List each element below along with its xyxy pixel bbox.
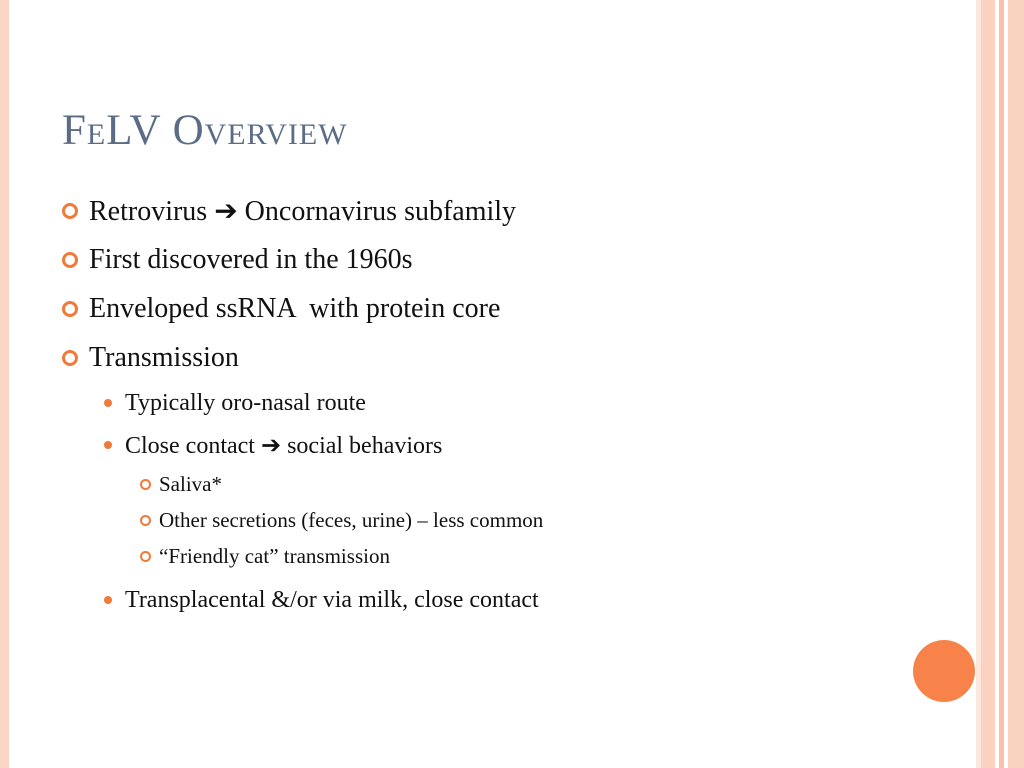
right-stripe-decoration xyxy=(976,0,1024,768)
filled-bullet-icon xyxy=(104,596,112,604)
bullet-item xyxy=(62,186,922,235)
sub-bullet-item xyxy=(62,424,922,466)
hollow-bullet-icon xyxy=(62,350,78,366)
sub-sub-bullet-item xyxy=(62,538,922,574)
bullet-text: Retrovirus ➔ Oncornavirus subfamily xyxy=(89,195,517,227)
decorative-circle xyxy=(913,640,975,702)
hollow-bullet-icon xyxy=(62,301,78,317)
bullet-text: Close contact ➔ social behaviors xyxy=(125,432,443,459)
filled-bullet-icon xyxy=(104,441,112,449)
bullet-text: Saliva* xyxy=(159,471,222,496)
sub-bullet-item xyxy=(62,579,922,621)
hollow-bullet-icon xyxy=(140,479,151,490)
bullet-text: Transmission xyxy=(89,341,239,373)
sub-sub-bullet-item xyxy=(62,502,922,538)
bullet-item xyxy=(62,284,922,333)
hollow-bullet-icon xyxy=(62,252,78,268)
bullet-item xyxy=(62,235,922,284)
bullet-item xyxy=(62,333,922,382)
bullet-text: Other secretions (feces, urine) – less common xyxy=(159,507,544,532)
bullet-list xyxy=(62,186,922,621)
hollow-bullet-icon xyxy=(62,203,78,219)
bullet-text: Typically oro-nasal route xyxy=(125,389,366,416)
bullet-text: First discovered in the 1960s xyxy=(89,243,413,275)
hollow-bullet-icon xyxy=(140,515,151,526)
hollow-bullet-icon xyxy=(140,551,151,562)
slide-title: FeLV Overview xyxy=(62,107,348,154)
bullet-text: Transplacental &/or via milk, close contact xyxy=(125,586,539,613)
bullet-text: Enveloped ssRNA with protein core xyxy=(89,292,501,324)
bullet-text: “Friendly cat” transmission xyxy=(159,543,390,568)
sub-sub-bullet-item xyxy=(62,466,922,502)
left-border-decoration xyxy=(0,0,9,768)
sub-bullet-item xyxy=(62,382,922,424)
filled-bullet-icon xyxy=(104,399,112,407)
